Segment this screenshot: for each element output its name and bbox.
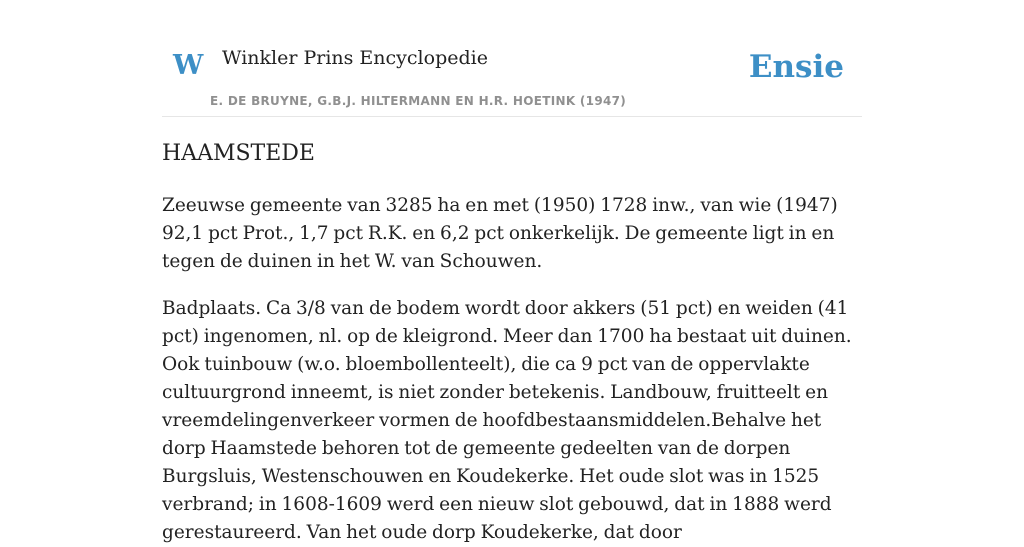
article-paragraph-1: Zeeuwse gemeente van 3285 ha en met (1950) 1728 inw., van wie (1947) 92,1 pct Prot., 1,7 pct R.K. en 6,2 pct onkerkelijk. De gemeente ligt in en tegen de duinen in het W. van Schouwen. [162,195,838,272]
article-paragraph-2: Badplaats. Ca 3/8 van de bodem wordt door akkers (51 pct) en weiden (41 pct) ingenomen, nl. op de kleigrond. Meer dan 1700 ha bestaat uit duinen. Ook tuinbouw (w.o. bloembollenteelt), die ca 9 pct van de oppervlakte cultuurgrond inneemt, is niet zonder betekenis. Landbouw, fruitteelt en vreemdelingenverkeer vormen de hoofdbestaansmiddelen.Behalve het dorp Haamstede behoren tot de gemeente gedeelten van de dorpen Burgsluis, Westenschouwen en Koudekerke. Het oude slot was in 1525 verbrand; in 1608-1609 werd een nieuw slot gebouwd, dat in 1888 werd gerestaureerd. Van het oude dorp Koudekerke, dat door [162,298,852,543]
page-container [162,0,862,543]
winkler-prins-logo[interactable]: W [173,50,204,81]
publication-title[interactable]: Winkler Prins Encyclopedie [222,47,488,69]
publication-authors: E. DE BRUYNE, G.B.J. HILTERMANN EN H.R. HOETINK (1947) [210,94,627,108]
ensie-brand-logo[interactable]: Ensie [748,49,844,85]
site-header [162,0,862,117]
article-title: HAAMSTEDE [162,141,315,166]
